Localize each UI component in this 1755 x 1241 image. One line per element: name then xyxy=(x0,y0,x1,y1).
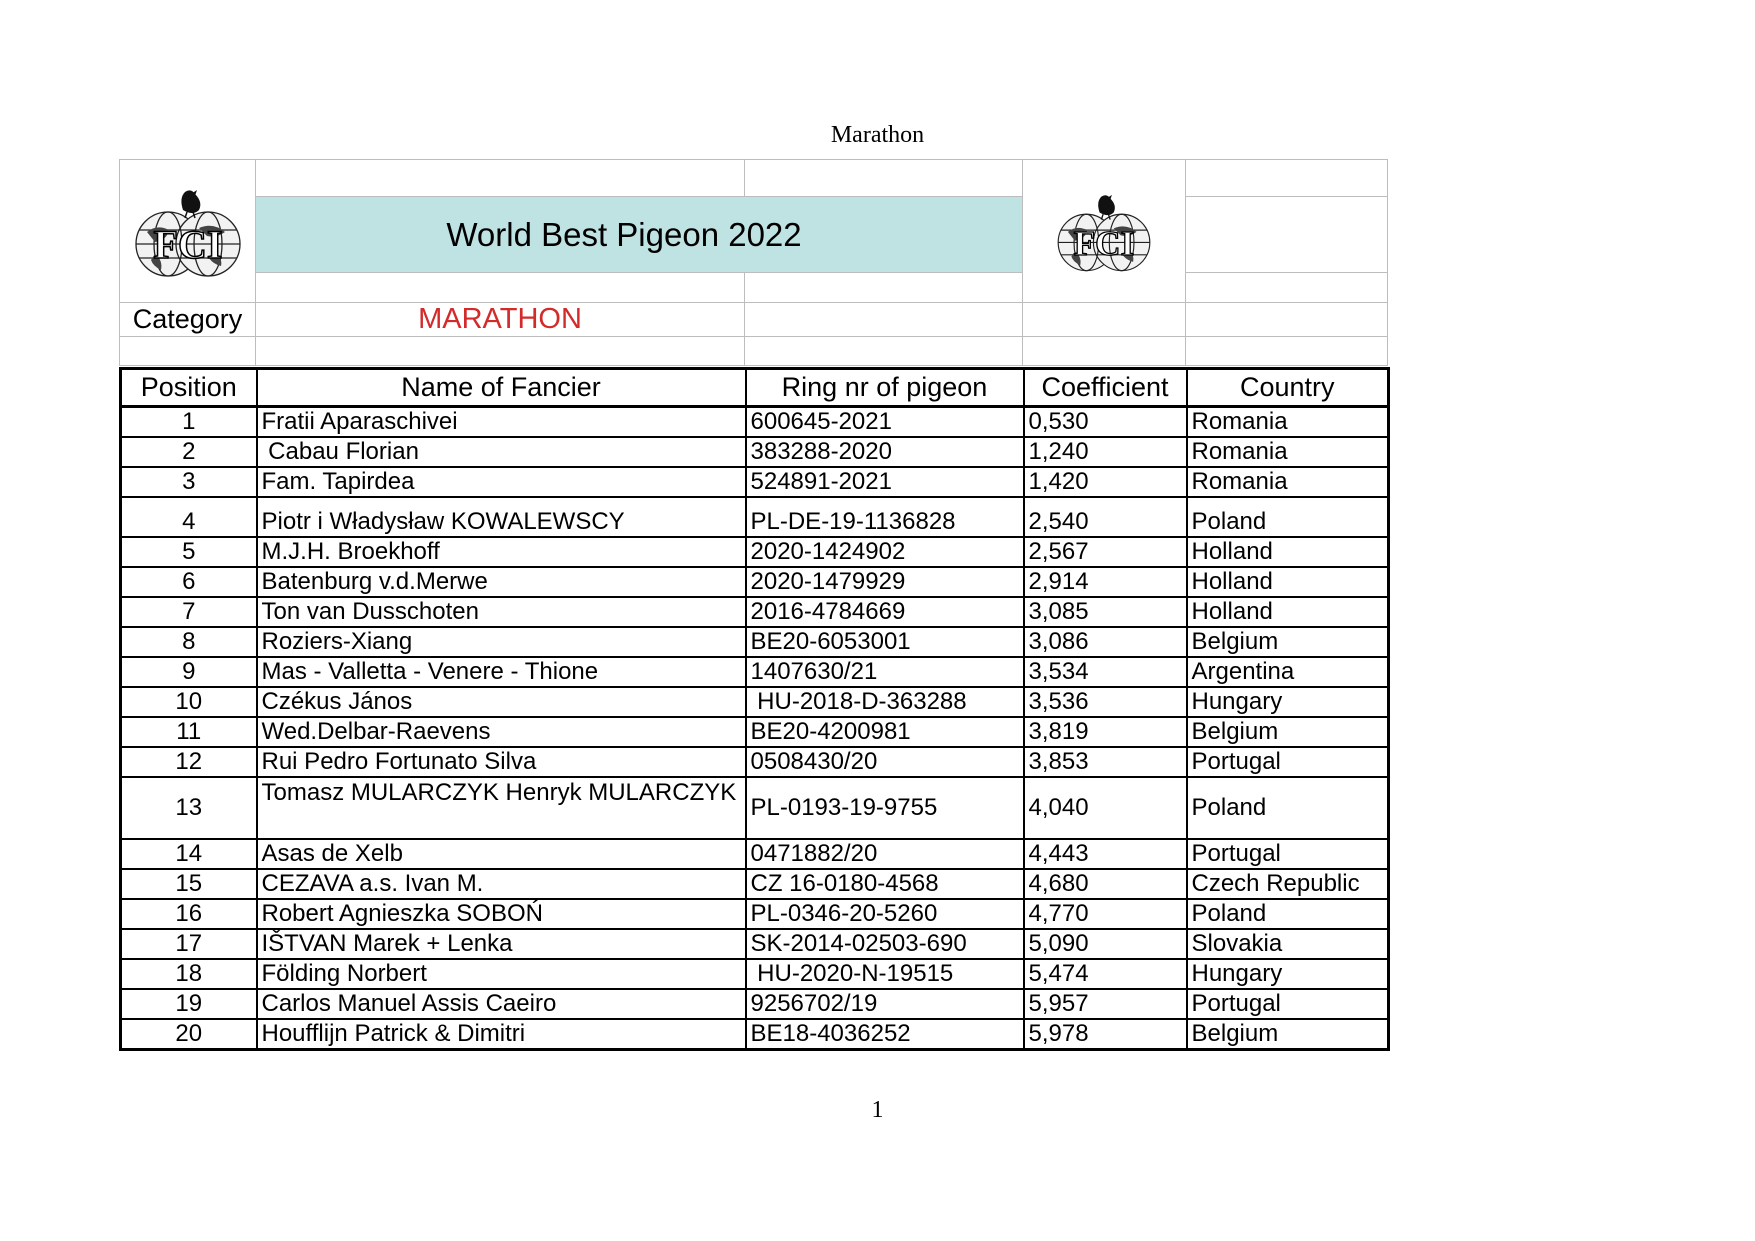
table-row xyxy=(121,537,1389,567)
coefficient-cell: 4,040 xyxy=(1024,777,1187,839)
ring-number-cell: BE20-6053001 xyxy=(746,627,1024,657)
fancier-name-cell: CEZAVA a.s. Ivan M. xyxy=(257,869,746,899)
ring-number-cell: 2020-1424902 xyxy=(746,537,1024,567)
coefficient-cell: 2,914 xyxy=(1024,567,1187,597)
position-cell: 20 xyxy=(121,1019,257,1050)
coefficient-cell: 3,536 xyxy=(1024,687,1187,717)
ring-number-cell: HU-2020-N-19515 xyxy=(746,959,1024,989)
country-cell: Czech Republic xyxy=(1187,869,1389,899)
country-cell: Portugal xyxy=(1187,839,1389,869)
coefficient-cell: 5,474 xyxy=(1024,959,1187,989)
position-cell: 11 xyxy=(121,717,257,747)
country-cell: Romania xyxy=(1187,467,1389,497)
ring-number-cell: 1407630/21 xyxy=(746,657,1024,687)
position-cell: 12 xyxy=(121,747,257,777)
table-row xyxy=(121,839,1389,869)
coefficient-cell: 2,567 xyxy=(1024,537,1187,567)
table-row xyxy=(121,899,1389,929)
country-cell: Holland xyxy=(1187,537,1389,567)
fci-logo-right xyxy=(1023,160,1186,303)
table-row xyxy=(121,989,1389,1019)
ring-number-cell: BE20-4200981 xyxy=(746,717,1024,747)
country-cell: Poland xyxy=(1187,777,1389,839)
position-cell: 2 xyxy=(121,437,257,467)
country-cell: Holland xyxy=(1187,567,1389,597)
fancier-name-cell: Roziers-Xiang xyxy=(257,627,746,657)
country-cell: Hungary xyxy=(1187,959,1389,989)
position-cell: 15 xyxy=(121,869,257,899)
country-cell: Hungary xyxy=(1187,687,1389,717)
table-row xyxy=(121,467,1389,497)
country-cell: Romania xyxy=(1187,407,1389,438)
position-cell: 6 xyxy=(121,567,257,597)
position-cell: 8 xyxy=(121,627,257,657)
svg-text:FCI: FCI xyxy=(153,222,222,267)
position-cell: 17 xyxy=(121,929,257,959)
ring-number-cell: PL-0346-20-5260 xyxy=(746,899,1024,929)
coefficient-cell: 5,957 xyxy=(1024,989,1187,1019)
header-coefficient: Coefficient xyxy=(1024,369,1187,407)
position-cell: 18 xyxy=(121,959,257,989)
page-title: World Best Pigeon 2022 xyxy=(256,197,1023,273)
coefficient-cell: 4,443 xyxy=(1024,839,1187,869)
ring-number-cell: 2020-1479929 xyxy=(746,567,1024,597)
ring-number-cell: 383288-2020 xyxy=(746,437,1024,467)
coefficient-cell: 5,978 xyxy=(1024,1019,1187,1050)
ring-number-cell: 9256702/19 xyxy=(746,989,1024,1019)
position-cell: 3 xyxy=(121,467,257,497)
table-row xyxy=(121,437,1389,467)
page-header: Marathon xyxy=(830,122,925,148)
position-cell: 14 xyxy=(121,839,257,869)
fancier-name-cell: IŠTVAN Marek + Lenka xyxy=(257,929,746,959)
ranking-table xyxy=(119,367,1390,1051)
header-position: Position xyxy=(121,369,257,407)
country-cell: Portugal xyxy=(1187,989,1389,1019)
ring-number-cell: CZ 16-0180-4568 xyxy=(746,869,1024,899)
header-ring: Ring nr of pigeon xyxy=(746,369,1024,407)
fancier-name-cell: Czékus János xyxy=(257,687,746,717)
table-row xyxy=(121,687,1389,717)
fancier-name-cell: Batenburg v.d.Merwe xyxy=(257,567,746,597)
fancier-name-cell: Cabau Florian xyxy=(257,437,746,467)
banner-grid xyxy=(119,159,1388,366)
position-cell: 10 xyxy=(121,687,257,717)
table-row xyxy=(121,1019,1389,1050)
fancier-name-cell: Tomasz MULARCZYK Henryk MULARCZYK xyxy=(257,777,746,839)
country-cell: Poland xyxy=(1187,899,1389,929)
table-row xyxy=(121,597,1389,627)
position-cell: 13 xyxy=(121,777,257,839)
table-row xyxy=(121,627,1389,657)
coefficient-cell: 3,085 xyxy=(1024,597,1187,627)
coefficient-cell: 3,819 xyxy=(1024,717,1187,747)
fancier-name-cell: Wed.Delbar-Raevens xyxy=(257,717,746,747)
fancier-name-cell: Ton van Dusschoten xyxy=(257,597,746,627)
coefficient-cell: 2,540 xyxy=(1024,497,1187,537)
header-country: Country xyxy=(1187,369,1389,407)
coefficient-cell: 1,240 xyxy=(1024,437,1187,467)
coefficient-cell: 5,090 xyxy=(1024,929,1187,959)
coefficient-cell: 3,534 xyxy=(1024,657,1187,687)
country-cell: Poland xyxy=(1187,497,1389,537)
coefficient-cell: 3,853 xyxy=(1024,747,1187,777)
country-cell: Holland xyxy=(1187,597,1389,627)
globe-pigeon-icon xyxy=(1049,179,1159,283)
header-name: Name of Fancier xyxy=(257,369,746,407)
country-cell: Portugal xyxy=(1187,747,1389,777)
table-row xyxy=(121,747,1389,777)
ring-number-cell: 0508430/20 xyxy=(746,747,1024,777)
table-row xyxy=(121,869,1389,899)
position-cell: 1 xyxy=(121,407,257,438)
table-row xyxy=(121,657,1389,687)
position-cell: 16 xyxy=(121,899,257,929)
ring-number-cell: PL-DE-19-1136828 xyxy=(746,497,1024,537)
ring-number-cell: 2016-4784669 xyxy=(746,597,1024,627)
ring-number-cell: BE18-4036252 xyxy=(746,1019,1024,1050)
ring-number-cell: 524891-2021 xyxy=(746,467,1024,497)
fancier-name-cell: Houfflijn Patrick & Dimitri xyxy=(257,1019,746,1050)
category-label: Category xyxy=(120,303,256,337)
coefficient-cell: 3,086 xyxy=(1024,627,1187,657)
country-cell: Belgium xyxy=(1187,627,1389,657)
country-cell: Belgium xyxy=(1187,1019,1389,1050)
table-row xyxy=(121,407,1389,438)
table-row xyxy=(121,567,1389,597)
table-header-row xyxy=(121,369,1389,407)
position-cell: 9 xyxy=(121,657,257,687)
fancier-name-cell: Földing Norbert xyxy=(257,959,746,989)
fancier-name-cell: Fam. Tapirdea xyxy=(257,467,746,497)
table-row xyxy=(121,929,1389,959)
country-cell: Slovakia xyxy=(1187,929,1389,959)
ring-number-cell: SK-2014-02503-690 xyxy=(746,929,1024,959)
ring-number-cell: PL-0193-19-9755 xyxy=(746,777,1024,839)
fancier-name-cell: M.J.H. Broekhoff xyxy=(257,537,746,567)
table-row xyxy=(121,777,1389,839)
fancier-name-cell: Mas - Valletta - Venere - Thione xyxy=(257,657,746,687)
fancier-name-cell: Asas de Xelb xyxy=(257,839,746,869)
position-cell: 19 xyxy=(121,989,257,1019)
ring-number-cell: HU-2018-D-363288 xyxy=(746,687,1024,717)
fancier-name-cell: Robert Agnieszka SOBOŃ xyxy=(257,899,746,929)
fci-logo-left xyxy=(120,160,256,303)
coefficient-cell: 0,530 xyxy=(1024,407,1187,438)
fancier-name-cell: Carlos Manuel Assis Caeiro xyxy=(257,989,746,1019)
coefficient-cell: 1,420 xyxy=(1024,467,1187,497)
page-number: 1 xyxy=(871,1097,884,1123)
coefficient-cell: 4,770 xyxy=(1024,899,1187,929)
country-cell: Belgium xyxy=(1187,717,1389,747)
ring-number-cell: 600645-2021 xyxy=(746,407,1024,438)
table-row xyxy=(121,717,1389,747)
table-row xyxy=(121,497,1389,537)
country-cell: Romania xyxy=(1187,437,1389,467)
fancier-name-cell: Fratii Aparaschivei xyxy=(257,407,746,438)
fancier-name-cell: Piotr i Władysław KOWALEWSCY xyxy=(257,497,746,537)
table-row xyxy=(121,959,1389,989)
globe-pigeon-icon xyxy=(133,172,243,290)
svg-text:FCI: FCI xyxy=(1073,223,1135,263)
ring-number-cell: 0471882/20 xyxy=(746,839,1024,869)
position-cell: 7 xyxy=(121,597,257,627)
position-cell: 4 xyxy=(121,497,257,537)
fancier-name-cell: Rui Pedro Fortunato Silva xyxy=(257,747,746,777)
position-cell: 5 xyxy=(121,537,257,567)
coefficient-cell: 4,680 xyxy=(1024,869,1187,899)
category-value: MARATHON xyxy=(256,303,745,337)
country-cell: Argentina xyxy=(1187,657,1389,687)
